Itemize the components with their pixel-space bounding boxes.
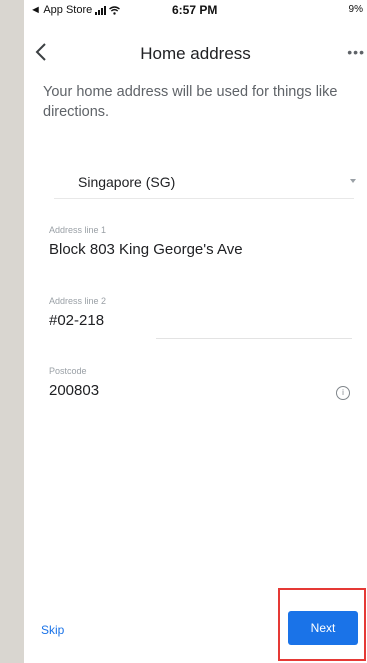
address-line-2-value: #02-218 xyxy=(49,312,105,329)
back-to-app-store[interactable] xyxy=(30,4,120,16)
back-to-app-label: ◄ App Store xyxy=(30,4,93,16)
address-line-1-field[interactable] xyxy=(49,225,351,258)
postcode-field[interactable] xyxy=(49,366,351,399)
dropdown-icon xyxy=(350,179,356,183)
highlight-box xyxy=(278,588,366,661)
country-value: Singapore (SG) xyxy=(78,174,176,190)
page-title: Home address xyxy=(140,44,251,63)
skip-button[interactable]: Skip xyxy=(41,623,65,637)
address-line-1-value: Block 803 King George's Ave xyxy=(49,241,243,258)
app-screen xyxy=(24,0,367,663)
country-select[interactable] xyxy=(54,168,354,199)
status-bar xyxy=(24,0,367,22)
address-line-2-field[interactable] xyxy=(49,296,351,329)
next-button[interactable]: Next xyxy=(288,611,358,645)
battery-icon xyxy=(349,4,363,15)
address-line-2-label: Address line 2 xyxy=(49,296,107,306)
status-time: 6:57 PM xyxy=(172,3,218,17)
address-line-1-label: Address line 1 xyxy=(49,225,107,235)
postcode-value: 200803 xyxy=(49,382,100,399)
postcode-label: Postcode xyxy=(49,366,87,376)
info-icon[interactable]: i xyxy=(336,386,350,400)
battery-percent: 9% xyxy=(348,4,363,15)
top-app-bar xyxy=(24,36,367,74)
address-line-2-underline xyxy=(156,338,352,339)
more-icon[interactable]: ••• xyxy=(347,44,365,60)
wifi-icon xyxy=(109,6,120,15)
signal-icon xyxy=(95,6,106,15)
description-text: Your home address will be used for things like directions. xyxy=(43,84,338,120)
